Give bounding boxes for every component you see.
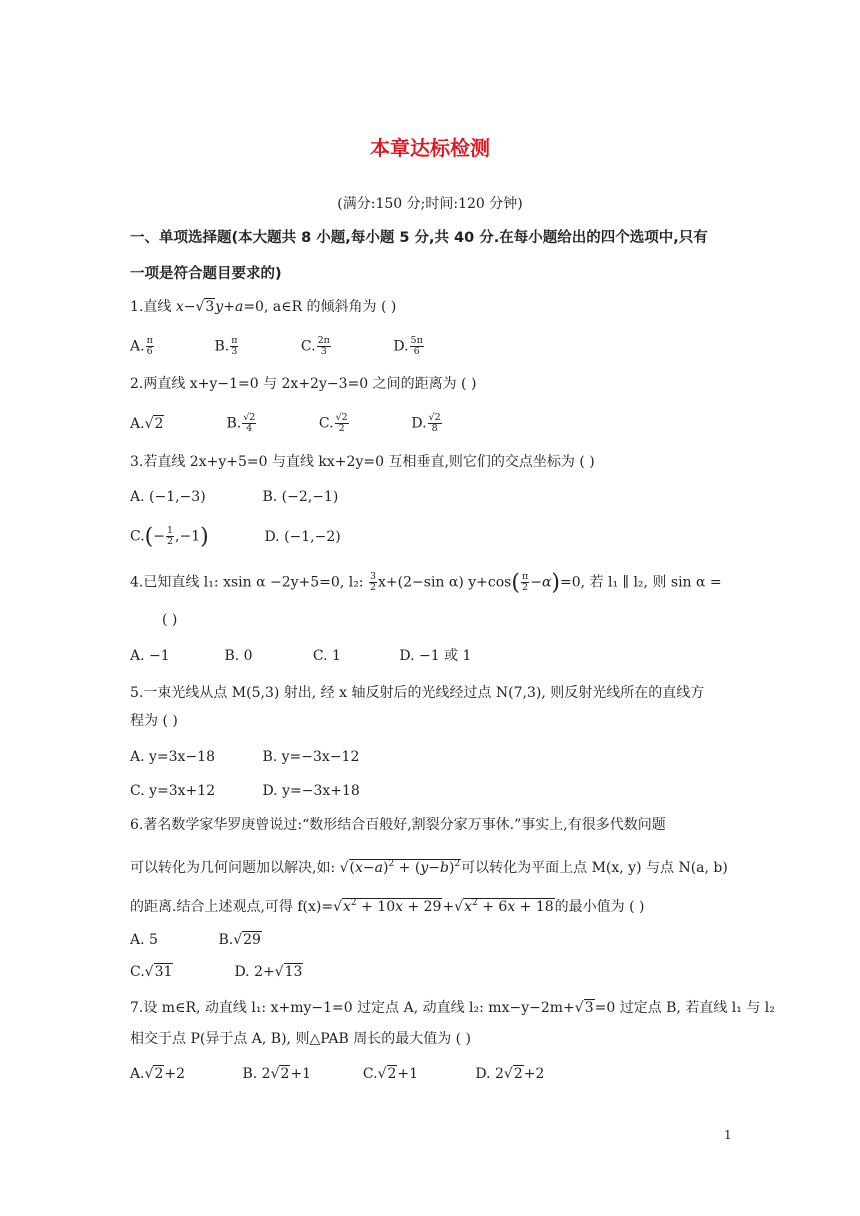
sqrt-expr-1: $√x^2 + 10x + 29$ [333,898,442,915]
sqrt-3: √3 [195,299,215,315]
question-3-stem: 3.若直线 2x+y+5=0 与直线 kx+2y=0 互相垂直,则它们的交点坐标为 ( ) [130,454,595,470]
question-5-stem-line1: 5.一束光线从点 M(5,3) 射出, 经 x 轴反射后的光线经过点 N(7,3), 则反射光线所在的直线方 [130,685,705,701]
q2-option-b[interactable]: B. $\frac{√2}{4}$ [226,412,256,434]
question-5-stem-line2: 程为 ( ) [130,713,178,729]
q3-option-b[interactable]: B. (−2,−1) [262,489,339,505]
q1-option-c[interactable]: C. $\frac{2\pi}{3}$ [300,335,330,357]
q3-option-a[interactable]: A. (−1,−3) [130,489,206,505]
question-1-options [130,336,425,357]
page-title: 本章达标检测 [370,136,490,160]
q1-tail: , a∈R 的倾斜角为 ( ) [263,299,397,315]
question-7-stem-line1: 7.设 m∈R, 动直线 l₁: x+my−1=0 过定点 A, 动直线 l₂: mx−y−2m+√3=0 过定点 B, 若直线 l₁ 与 l₂ [130,1000,775,1016]
q4-option-a[interactable]: A. −1 [130,648,170,664]
q4-option-b[interactable]: B. 0 [224,648,253,664]
question-6-stem-line3: 的距离.结合上述观点,可得 $f(x)=√x^2 + 10x + 29+√x^2 + 6x + 18$的最小值为 ( ) [130,893,645,917]
question-6-options-ab [130,930,262,950]
q5-option-a[interactable]: A. y=3x−18 [130,749,215,765]
question-2-options [130,413,443,434]
q7-option-c[interactable]: C.√2+1 [362,1066,419,1082]
sqrt-distance-formula: $√(x-a)^2 + (y-b)^2$ [339,859,461,876]
q1-option-d[interactable]: D. $\frac{5\pi}{6}$ [393,335,423,357]
q2-option-c[interactable]: C. $\frac{√2}{2}$ [318,412,348,434]
question-6-stem-line1: 6.著名数学家华罗庚曾说过:“数形结合百般好,割裂分家万事休.”事实上,有很多代数问题 [130,817,666,833]
q6-option-d[interactable]: D. 2+√13 [234,964,303,980]
q6-option-c[interactable]: C.√31 [130,964,173,980]
question-1-stem: 1.直线 x−√3y+a=0, a∈R 的倾斜角为 ( ) [130,299,397,315]
q5-option-d[interactable]: D. y=−3x+18 [262,783,360,799]
section-heading-line2: 一项是符合题目要求的) [130,266,282,282]
page-number: 1 [724,1128,732,1142]
q7-option-b[interactable]: B. 2√2+1 [242,1066,312,1082]
question-4-paren: ( ) [162,612,178,628]
question-5-options-cd [130,781,360,801]
subtitle: (满分:150 分;时间:120 分钟) [337,196,523,212]
question-4-stem: 4.已知直线 l₁: xsin α −2y+5=0, l₂: $\frac{3}{2}$ x+(2−sin α) y+cos( $\frac{\pi}{2}$ −α)=0, 若 l₁ ∥ l₂, 则 sin α = [130,570,722,596]
q1-option-b[interactable]: B. $\frac{\pi}{3}$ [214,335,238,357]
section-heading-line1: 一、单项选择题(本大题共 8 小题,每小题 5 分,共 40 分.在每小题给出的四个选项中,只有 [130,230,708,246]
q1-option-a[interactable]: A. $\frac{\pi}{6}$ [130,335,153,357]
q1-number: 1.直线 [130,299,176,315]
q2-option-d[interactable]: D. $\frac{√2}{8}$ [411,412,441,434]
q7-option-a[interactable]: A.√2+2 [130,1066,186,1082]
q2-option-a[interactable]: A.√2 [130,415,164,432]
question-2-stem: 2.两直线 x+y−1=0 与 2x+2y−3=0 之间的距离为 ( ) [130,376,477,392]
q3-option-d[interactable]: D. (−1,−2) [264,528,341,545]
q4-option-d[interactable]: D. −1 或 1 [399,648,472,664]
question-5-options-ab [130,747,359,767]
question-7-stem-line2: 相交于点 P(异于点 A, B), 则△PAB 周长的最大值为 ( ) [130,1031,472,1047]
sqrt-expr-2: $√x^2 + 6x + 18$ [454,898,554,915]
question-4-options [130,646,471,666]
q3-option-c[interactable]: C.(− $\frac{1}{2}$ ,−1) [130,524,209,550]
q6-option-a[interactable]: A. 5 [130,932,158,948]
question-3-options-ab [130,487,338,507]
q5-option-c[interactable]: C. y=3x+12 [130,783,216,799]
question-3-options-cd [130,526,341,548]
q5-option-b[interactable]: B. y=−3x−12 [262,749,360,765]
question-7-options [130,1064,544,1084]
question-6-options-cd [130,962,303,982]
q4-option-c[interactable]: C. 1 [312,648,341,664]
q6-option-b[interactable]: B.√29 [218,932,261,948]
question-6-stem-line2: 可以转化为几何问题加以解决,如: $√(x-a)^2 + (y-b)^2$可以转化为平面上点 M(x, y) 与点 N(a, b) [130,854,728,878]
q7-option-d[interactable]: D. 2√2+2 [475,1066,545,1082]
